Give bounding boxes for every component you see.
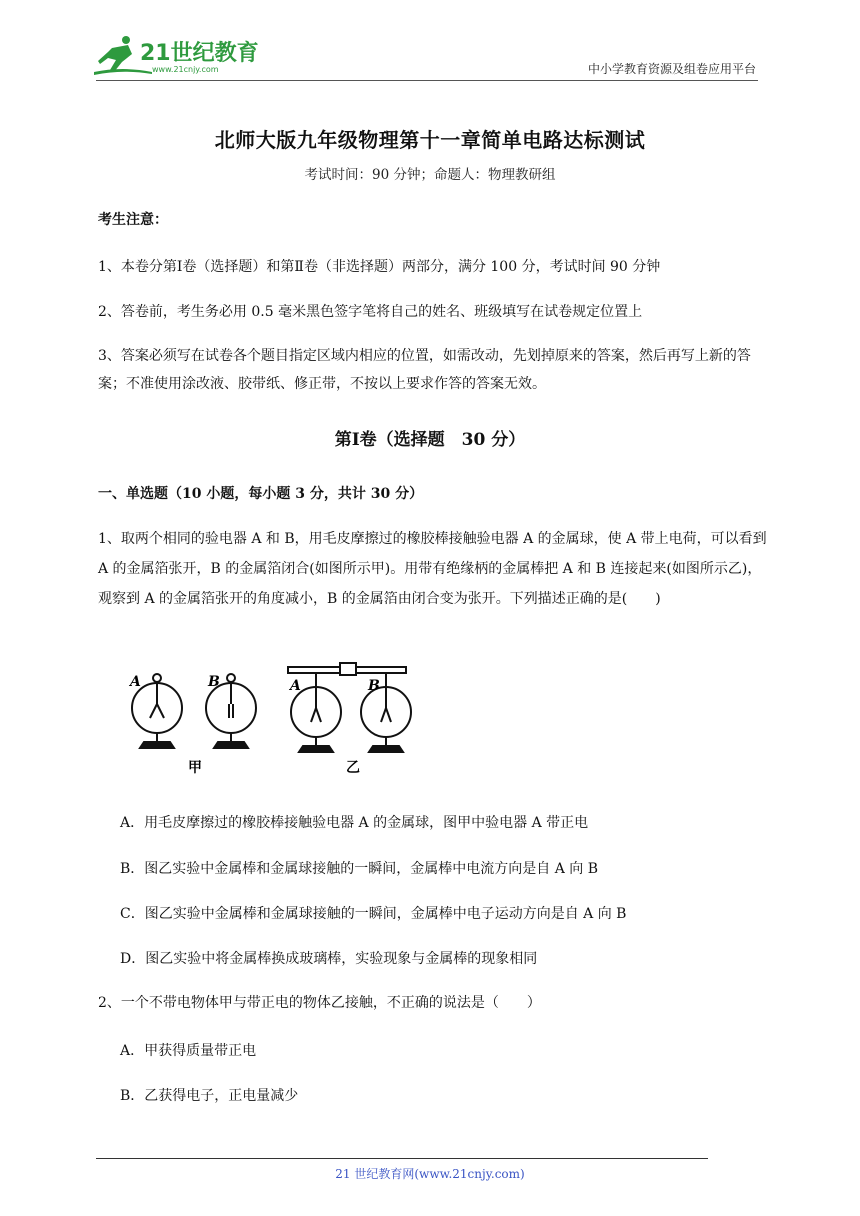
question-1-option-a: A．用毛皮摩擦过的橡胶棒接触验电器 A 的金属球，图甲中验电器 A 带正电 (120, 815, 589, 831)
label-b-yi: B (368, 678, 380, 694)
question-1-option-b: B．图乙实验中金属棒和金属球接触的一瞬间，金属棒中电流方向是自 A 向 B (120, 861, 599, 877)
exam-info: 考试时间：90 分钟；命题人：物理教研组 (304, 167, 556, 183)
notice-item-3: 3、答案必须写在试卷各个题目指定区域内相应的位置，如需改动，先划掉原来的答案，然后再写上新的答案；不准使用涂改液、胶带纸、修正带，不按以上要求作答的答案无效。 (98, 348, 751, 392)
electroscope-figure (128, 660, 428, 780)
notice-item-1: 1、本卷分第Ⅰ卷（选择题）和第Ⅱ卷（非选择题）两部分，满分 100 分，考试时间 90 分钟 (98, 259, 661, 275)
part-heading: 一、单选题（10 小题，每小题 3 分，共计 30 分） (98, 486, 424, 502)
caption-yi: 乙 (346, 760, 360, 776)
header-divider (96, 80, 758, 81)
question-2-stem: 2、一个不带电物体甲与带正电的物体乙接触，不正确的说法是（ ） (98, 995, 541, 1011)
question-1-option-d: D．图乙实验中将金属棒换成玻璃棒，实验现象与金属棒的现象相同 (120, 951, 538, 967)
site-logo (92, 32, 262, 80)
metal-rod (288, 663, 406, 675)
section-title: 第Ⅰ卷（选择题 30 分） (334, 430, 526, 450)
question-2-option-b: B．乙获得电子，正电量减少 (120, 1088, 299, 1104)
question-1-stem: 1、取两个相同的验电器 A 和 B，用毛皮摩擦过的橡胶棒接触验电器 A 的金属球，使 A 带上电荷，可以看到 A 的金属箔张开，B 的金属箔闭合(如图所示甲)。用带有绝缘柄的金属棒把 A 和 B 连接起来(如图所示乙)，观察到 A 的金属箔张开的角度减小，B 的金属箔由闭合变为张开。下列描述正确的是( ) (98, 531, 767, 607)
footer-divider (96, 1158, 708, 1159)
notice-item-2: 2、答卷前，考生务必用 0.5 毫米黑色签字笔将自己的姓名、班级填写在试卷规定位置上 (98, 304, 643, 320)
logo-text: 21世纪教育 (140, 41, 259, 66)
platform-name: 中小学教育资源及组卷应用平台 (587, 62, 756, 76)
notice-heading: 考生注意： (98, 212, 168, 228)
label-a-jia: A (130, 674, 141, 690)
label-b-jia: B (208, 674, 220, 690)
question-2-option-a: A．甲获得质量带正电 (120, 1043, 257, 1059)
logo-url: www.21cnjy.com (152, 65, 219, 74)
caption-jia: 甲 (188, 760, 202, 776)
page-title: 北师大版九年级物理第十一章简单电路达标测试 (214, 128, 646, 152)
question-1-option-c: C．图乙实验中金属棒和金属球接触的一瞬间，金属棒中电子运动方向是自 A 向 B (120, 906, 627, 922)
label-a-yi: A (290, 678, 301, 694)
footer-link[interactable]: 21 世纪教育网(www.21cnjy.com) (335, 1167, 525, 1181)
